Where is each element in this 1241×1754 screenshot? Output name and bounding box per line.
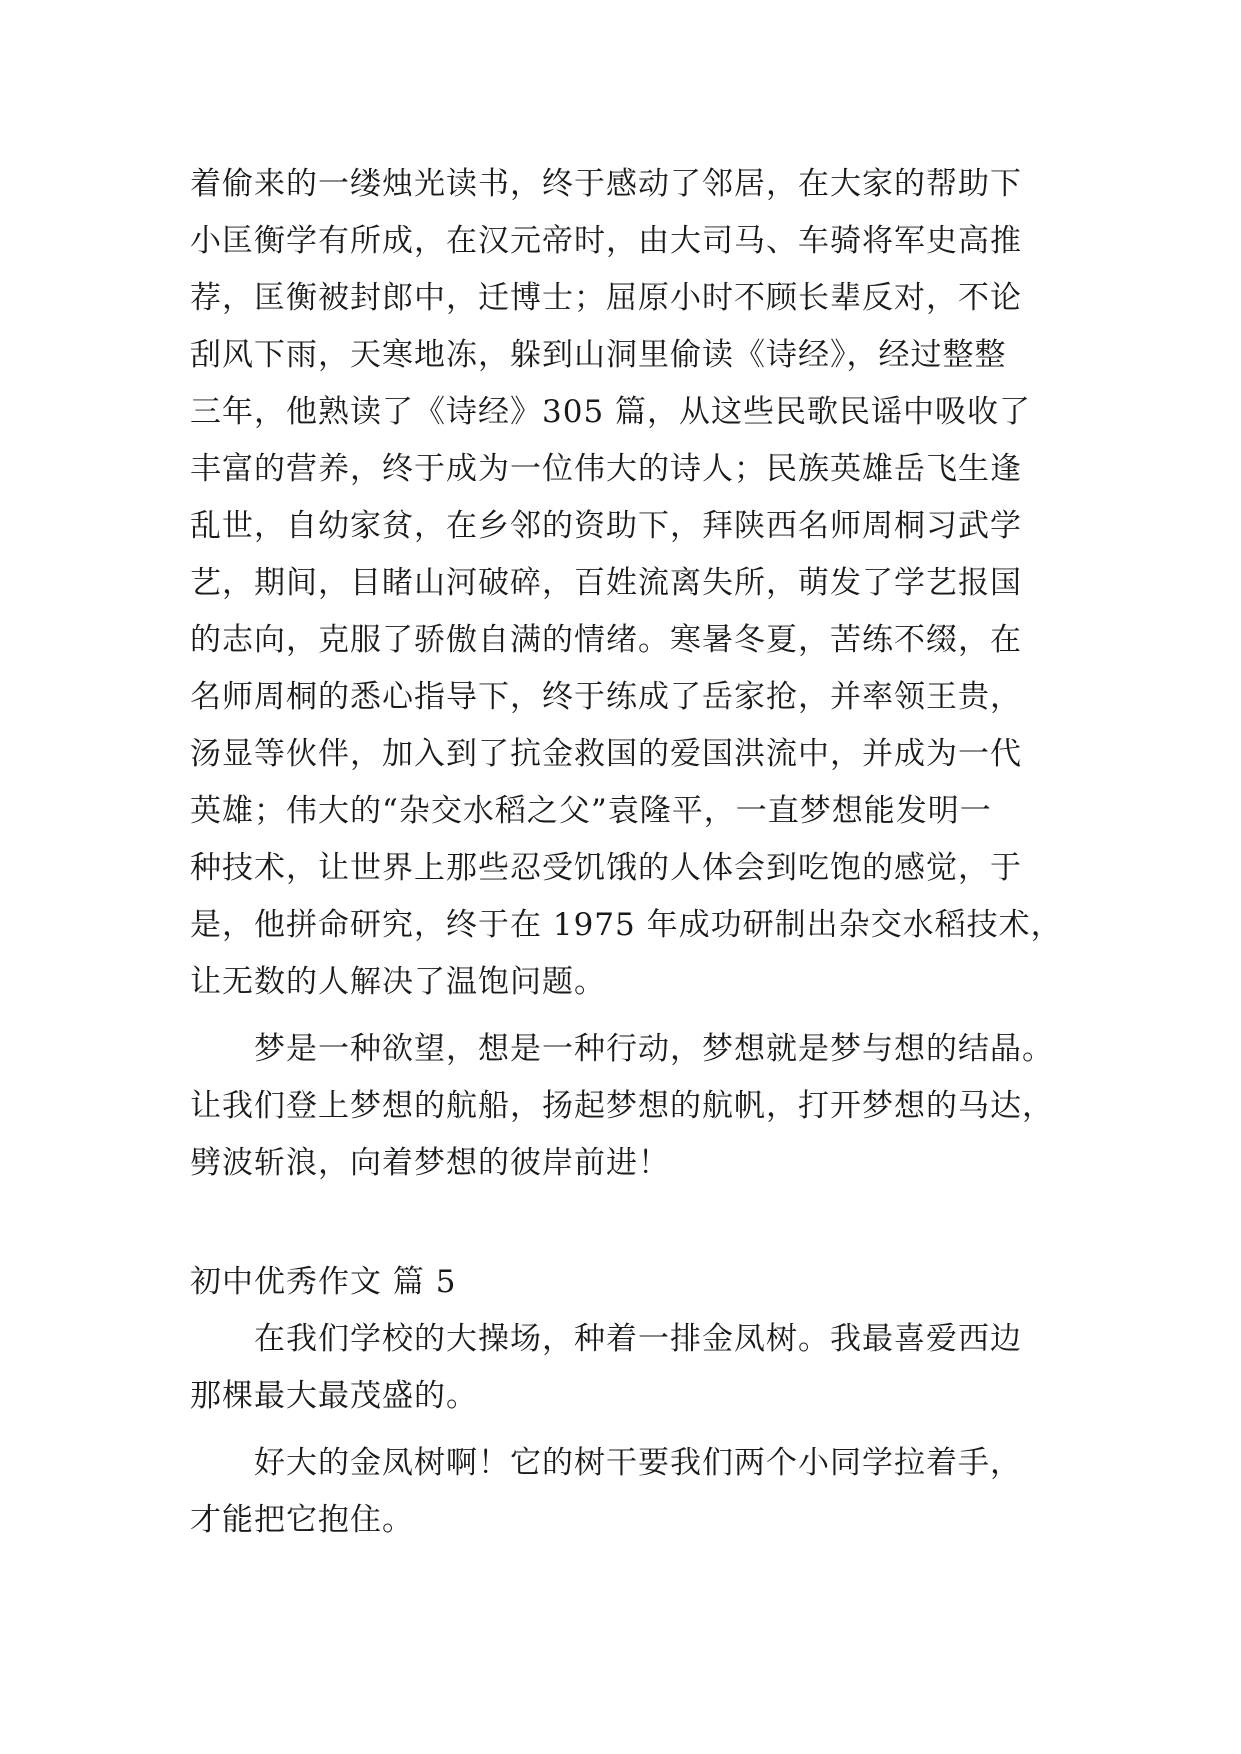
text-line: 在我们学校的大操场，种着一排金凤树。我最喜爱西边 — [254, 1321, 1022, 1357]
section-heading: 初中优秀作文 篇 5 — [190, 1264, 457, 1300]
text-line: 汤显等伙伴，加入到了抗金救国的爱国洪流中，并成为一代 — [190, 736, 1022, 772]
text-line: 丰富的营养，终于成为一位伟大的诗人；民族英雄岳飞生逢 — [190, 451, 1022, 487]
text-line: 三年，他熟读了《诗经》305 篇，从这些民歌民谣中吸收了 — [190, 394, 1032, 430]
text-line: 那棵最大最茂盛的。 — [190, 1378, 478, 1414]
text-line: 让我们登上梦想的航船，扬起梦想的航帆，打开梦想的马达， — [190, 1088, 1054, 1124]
text-line: 才能把它抱住。 — [190, 1502, 414, 1538]
text-line: 着偷来的一缕烛光读书，终于感动了邻居，在大家的帮助下 — [190, 166, 1022, 202]
text-line: 的志向，克服了骄傲自满的情绪。寒暑冬夏，苦练不缀，在 — [190, 622, 1022, 658]
text-line: 乱世，自幼家贫，在乡邻的资助下，拜陕西名师周桐习武学 — [190, 508, 1022, 544]
text-line: 小匡衡学有所成，在汉元帝时，由大司马、车骑将军史高推 — [190, 223, 1022, 259]
text-line: 是，他拼命研究，终于在 1975 年成功研制出杂交水稻技术， — [190, 907, 1063, 943]
text-line: 好大的金凤树啊！它的树干要我们两个小同学拉着手， — [254, 1445, 1022, 1481]
text-line: 荐，匡衡被封郎中，迁博士；屈原小时不顾长辈反对，不论 — [190, 280, 1022, 316]
text-line: 艺，期间，目睹山河破碎，百姓流离失所，萌发了学艺报国 — [190, 565, 1022, 601]
text-line: 英雄；伟大的“杂交水稻之父”袁隆平，一直梦想能发明一 — [190, 793, 992, 829]
text-line: 名师周桐的悉心指导下，终于练成了岳家抢，并率领王贵， — [190, 679, 1022, 715]
text-line: 劈波斩浪，向着梦想的彼岸前进！ — [190, 1145, 670, 1181]
text-line: 让无数的人解决了温饱问题。 — [190, 964, 606, 1000]
text-line: 刮风下雨，天寒地冻，躲到山洞里偷读《诗经》，经过整整 — [190, 337, 1007, 373]
text-line: 梦是一种欲望，想是一种行动，梦想就是梦与想的结晶。 — [254, 1031, 1054, 1067]
text-line: 种技术，让世界上那些忍受饥饿的人体会到吃饱的感觉，于 — [190, 850, 1022, 886]
